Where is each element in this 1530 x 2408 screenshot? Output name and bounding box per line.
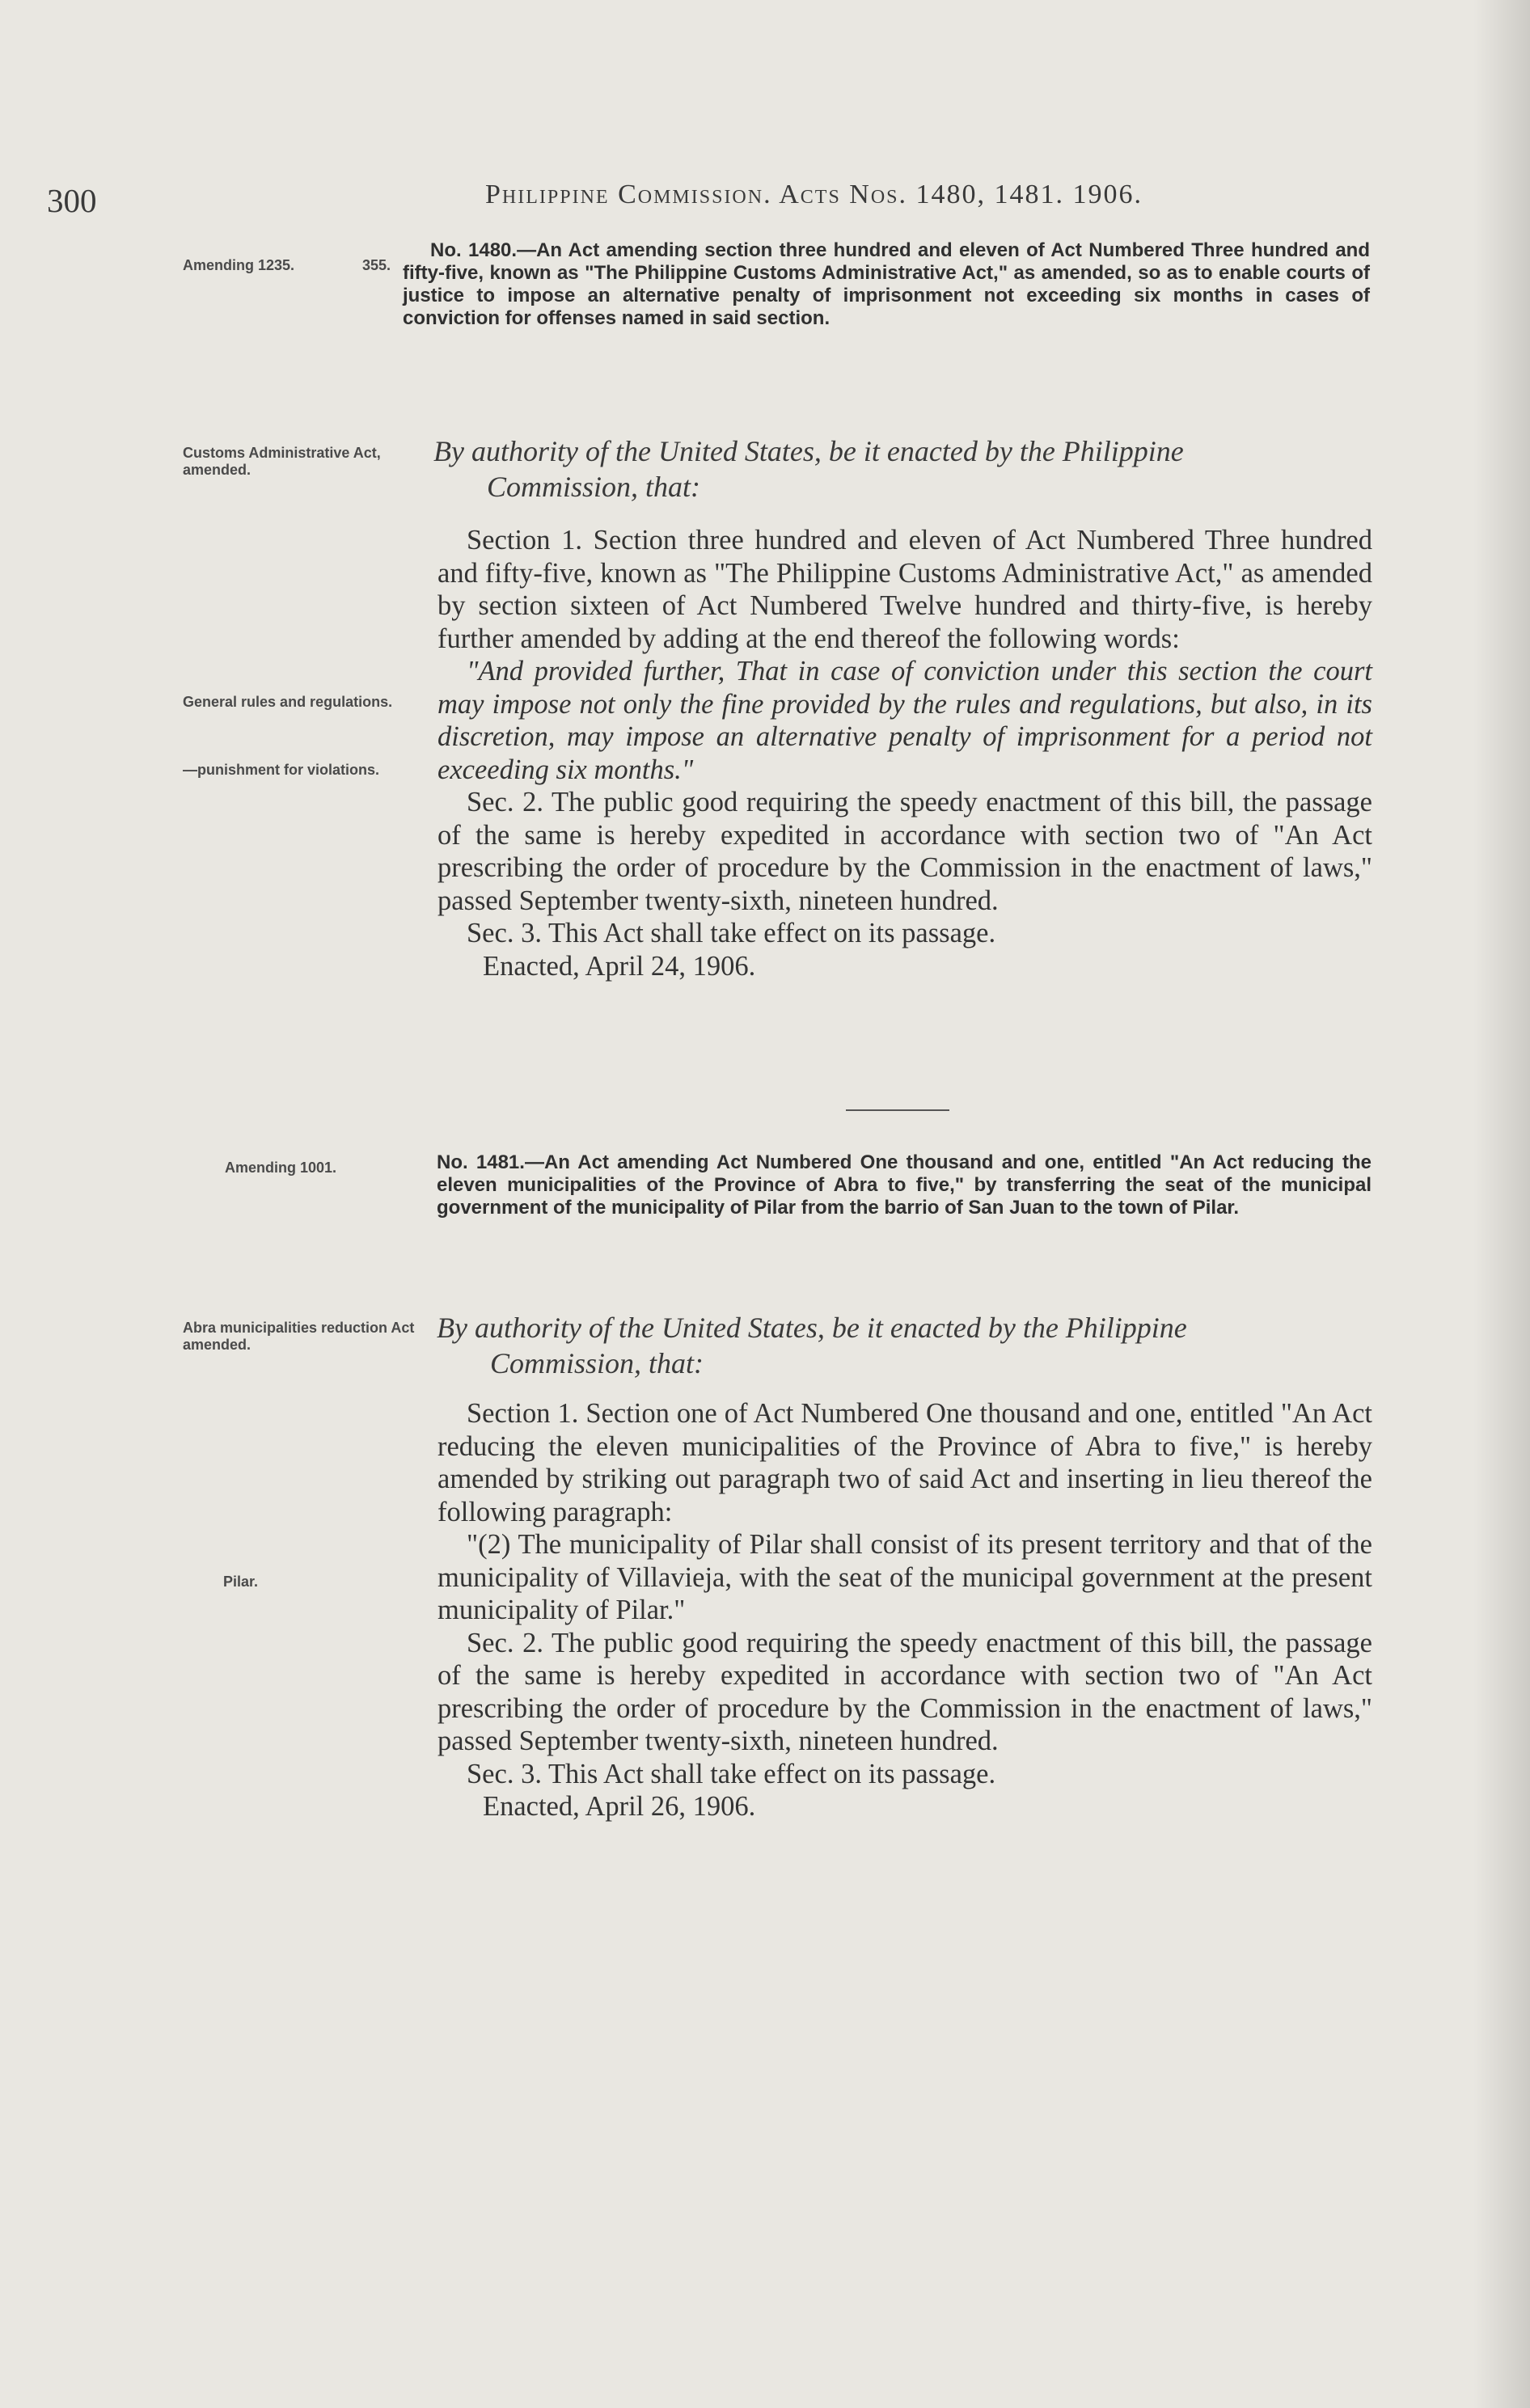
margin-note-amending-1001: Amending 1001. xyxy=(225,1160,337,1176)
act-1480-enacted-date: Enacted, April 24, 1906. xyxy=(483,950,756,982)
margin-note-general-rules: General rules and regulations. xyxy=(183,694,393,710)
margin-note-amending-1235: Amending 1235. xyxy=(183,257,295,273)
act-1480-title xyxy=(403,239,1370,330)
act-1481-title-text: —An Act amending Act Numbered One thousand and one, entitled "An Act reducing the eleven municipalities of the Province of Abra to five," by transferring the seat of the municipal government of the municipality of Pilar from the barrio of San Juan to the town of Pilar. xyxy=(437,1151,1372,1219)
margin-note-punishment: —punishment for violations. xyxy=(183,762,380,778)
margin-note-customs: Customs Administrative Act, amended. xyxy=(183,445,381,478)
act-1481-title xyxy=(437,1151,1372,1219)
act-1480-enacting-line-1: By authority of the United States, be it enacted by the Philippine xyxy=(433,435,1184,467)
act-1480-enacting-clause xyxy=(433,433,1184,505)
section-divider xyxy=(846,1109,949,1111)
margin-note-abra: Abra municipalities reduction Act amended. xyxy=(183,1320,415,1353)
act-1481-number: No. 1481. xyxy=(437,1151,525,1173)
act-1480-body xyxy=(437,524,1372,982)
act-1480-section-2: Sec. 2. The public good requiring the speedy enactment of this bill, the passage of the same is hereby expedited in accordance with section two of "An Act prescribing the order of procedure by the Commission in the enactment of laws," passed September twenty-sixth, nineteen hundred. xyxy=(437,787,1372,916)
page-number: 300 xyxy=(47,182,97,219)
act-1481-enacted-date: Enacted, April 26, 1906. xyxy=(483,1791,756,1822)
act-1481-section-1: Section 1. Section one of Act Numbered One thousand and one, entitled "An Act reducing the eleven municipalities of the Province of Abra to five," is hereby amended by striking out paragraph two of said Act and inserting in lieu thereof the following paragraph: xyxy=(437,1398,1372,1527)
margin-note-pilar: Pilar. xyxy=(223,1574,259,1590)
act-1480-enacting-line-2: Commission, that: xyxy=(487,471,701,503)
act-1480-title-text: —An Act amending section three hundred and eleven of Act Numbered Three hundred and fifty-five, known as "The Philippine Customs Administrative Act," as amended, so as to enable courts of justice to impose an alternative penalty of imprisonment not exceeding six months in cases of conviction for offenses named in said section. xyxy=(403,239,1370,329)
act-1480-section-1: Section 1. Section three hundred and eleven of Act Numbered Three hundred and fifty-five, known as "The Philippine Customs Administrative Act," as amended by section sixteen of Act Numbered Twelve hundred and thirty-five, is hereby further amended by adding at the end thereof the following words: xyxy=(437,525,1372,654)
act-1480-proviso: "And provided further, That in case of conviction under this section the court may impose not only the fine provided by the rules and regulations, but also, in its discretion, may impose an alternative penalty of imprisonment for a period not exceeding six months." xyxy=(437,656,1372,785)
act-1481-enacting-clause xyxy=(437,1310,1187,1381)
act-1481-section-2: Sec. 2. The public good requiring the speedy enactment of this bill, the passage of the same is hereby expedited in accordance with section two of "An Act prescribing the order of procedure by the Commission in the enactment of laws," passed September twenty-sixth, nineteen hundred. xyxy=(437,1627,1372,1756)
running-head: Philippine Commission. Acts Nos. 1480, 1481. 1906. xyxy=(485,180,1143,209)
act-index: 355. xyxy=(362,257,391,273)
act-1481-section-3: Sec. 3. This Act shall take effect on its passage. xyxy=(467,1758,996,1789)
act-1481-enacting-line-2: Commission, that: xyxy=(490,1347,704,1379)
act-1481-enacting-line-1: By authority of the United States, be it enacted by the Philippine xyxy=(437,1312,1187,1344)
act-1481-body xyxy=(437,1397,1372,1823)
act-1480-section-3: Sec. 3. This Act shall take effect on its passage. xyxy=(467,918,996,948)
act-1480-number: No. 1480. xyxy=(430,239,518,261)
page-edge-shadow xyxy=(1473,0,1530,2408)
act-1481-paragraph-2: "(2) The municipality of Pilar shall consist of its present territory and that of the municipality of Villavieja, with the seat of the municipal government at the present municipality of Pilar." xyxy=(437,1529,1372,1625)
